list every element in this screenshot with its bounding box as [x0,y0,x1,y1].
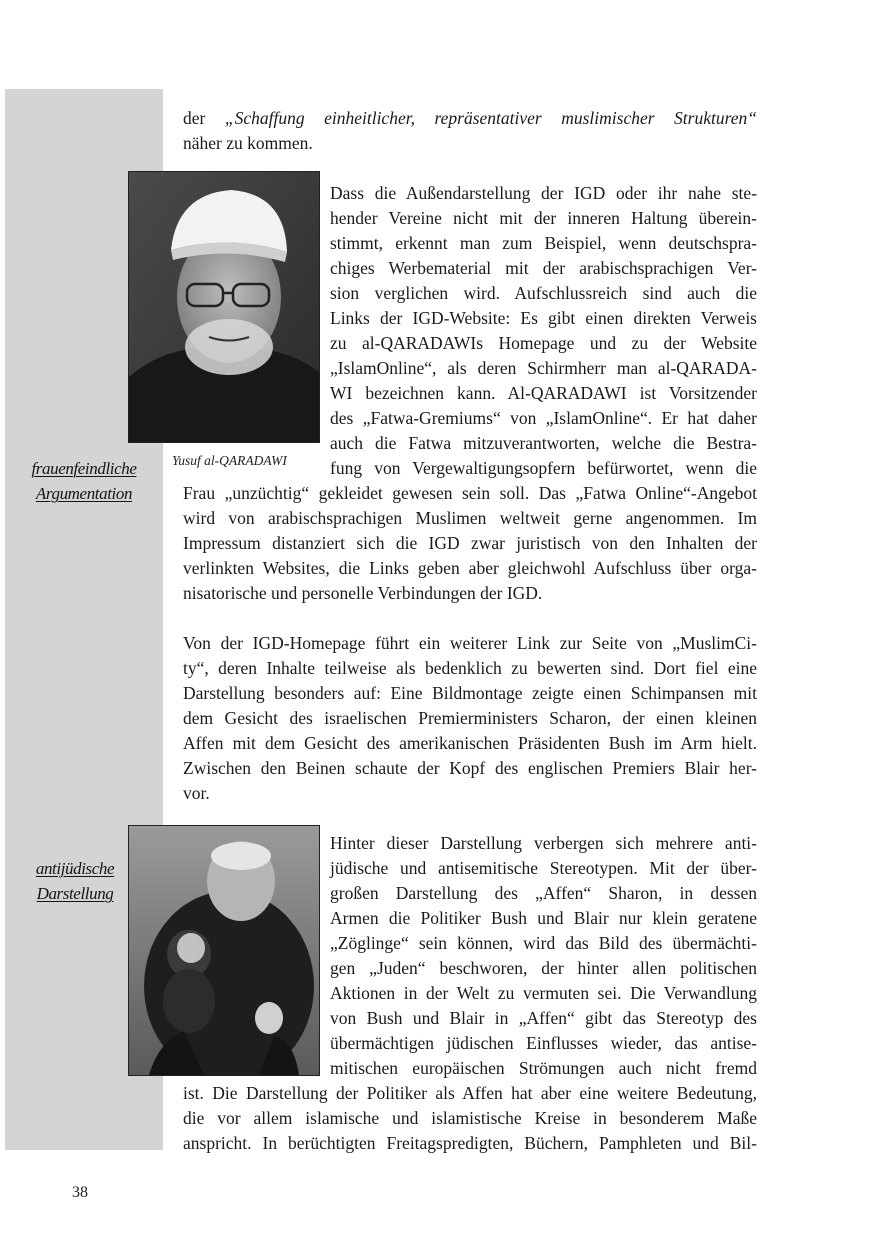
text-line: nisatorische und personelle Verbindungen der IGD. [183,583,543,603]
intro-line-1: der „Schaffung einheitlicher, repräsentativer muslimischer Strukturen“ [183,108,757,128]
paragraph-3-continued [183,1081,757,1156]
paragraph-1-continued [183,481,757,606]
text-line: ist. Die Darstellung der Politiker als Affen hat aber eine weitere Bedeutung, [183,1083,757,1103]
montage-photo [128,825,320,1076]
text-line: WI bezeichnen kann. Al-QARADAWI ist Vorsitzender [330,383,757,403]
text-line: fung von Vergewaltigungsopfern befürwortet, wenn die [330,458,757,478]
text-line: gen „Juden“ beschworen, der hinter allen politischen [330,958,757,978]
text-line: verlinkten Websites, die Links geben aber gleichwohl Aufschluss über orga- [183,558,757,578]
text-line: Darstellung besonders auf: Eine Bildmontage zeigte einen Schimpansen mit [183,683,757,703]
page-number: 38 [72,1184,88,1201]
text-line: „Zöglinge“ sein können, wird das Bild des übermächti- [330,933,757,953]
text-line: jüdische und antisemitische Stereotypen. Mit der über- [330,858,757,878]
text-line: „IslamOnline“, als deren Schirmherr man al-QARADA- [330,358,757,378]
portrait-photo [128,171,320,443]
text-line: Armen die Politiker Bush und Blair nur klein geratene [330,908,757,928]
montage-illustration [129,826,319,1075]
text-line: Zwischen den Beinen schaute der Kopf des englischen Premiers Blair her- [183,758,757,778]
text-line: vor. [183,783,210,803]
text-line: Dass die Außendarstellung der IGD oder ihr nahe ste- [330,183,757,203]
text-line: chiges Werbematerial mit der arabischsprachigen Ver- [330,258,757,278]
paragraph-1-wrapped [330,181,757,481]
text-line: Von der IGD-Homepage führt ein weiterer Link zur Seite von „MuslimCi- [183,633,757,653]
text-line: Hinter dieser Darstellung verbergen sich mehrere anti- [330,833,757,853]
text-line: großen Darstellung des „Affen“ Sharon, in dessen [330,883,757,903]
margin-note-antijewish: antijüdische Darstellung [35,859,115,903]
paragraph-2 [183,631,757,806]
margin-note-women-hostile: frauenfeindliche Argumentation [31,459,137,503]
text-line: zu al-QARADAWIs Homepage und zu der Website [330,333,757,353]
text-line: Links der IGD-Website: Es gibt einen direkten Verweis [330,308,757,328]
text-line: anspricht. In berüchtigten Freitagspredigten, Büchern, Pamphleten und Bil- [183,1133,757,1153]
portrait-illustration [129,172,319,442]
text-line: Impressum distanziert sich die IGD zwar juristisch von den Inhalten der [183,533,757,553]
text-line: Affen mit dem Gesicht des amerikanischen Präsidenten Bush im Arm hielt. [183,733,757,753]
text-line: auch die Fatwa mitzuverantworten, welche die Bestra- [330,433,757,453]
text-line: Frau „unzüchtig“ gekleidet gewesen sein soll. Das „Fatwa Online“-Angebot [183,483,757,503]
text-line: hender Vereine nicht mit der inneren Haltung überein- [330,208,757,228]
intro-paragraph [183,106,757,156]
text-line: sion verglichen wird. Aufschlussreich sind auch die [330,283,757,303]
text-line: wird von arabischsprachigen Muslimen weltweit gerne angenommen. Im [183,508,757,528]
text-line: ty“, deren Inhalte teilweise als bedenklich zu bewerten sind. Dort fiel eine [183,658,757,678]
paragraph-3-wrapped [330,831,757,1081]
text-line: stimmt, erkennt man zum Beispiel, wenn deutschspra- [330,233,757,253]
text-line: dem Gesicht des israelischen Premierministers Scharon, der einen kleinen [183,708,757,728]
text-line: die vor allem islamische und islamistische Kreise in besonderem Maße [183,1108,757,1128]
text-line: von Bush und Blair in „Affen“ gibt das Stereotyp des [330,1008,757,1028]
intro-line-2: näher zu kommen. [183,133,313,153]
text-line: mitischen europäischen Strömungen auch nicht fremd [330,1058,757,1078]
portrait-caption: Yusuf al-QARADAWI [172,453,287,468]
text-line: übermächtigen jüdischen Einflusses wieder, das antise- [330,1033,757,1053]
text-line: des „Fatwa-Gremiums“ von „IslamOnline“. Er hat daher [330,408,757,428]
text-line: Aktionen in der Welt zu vermuten sei. Die Verwandlung [330,983,757,1003]
